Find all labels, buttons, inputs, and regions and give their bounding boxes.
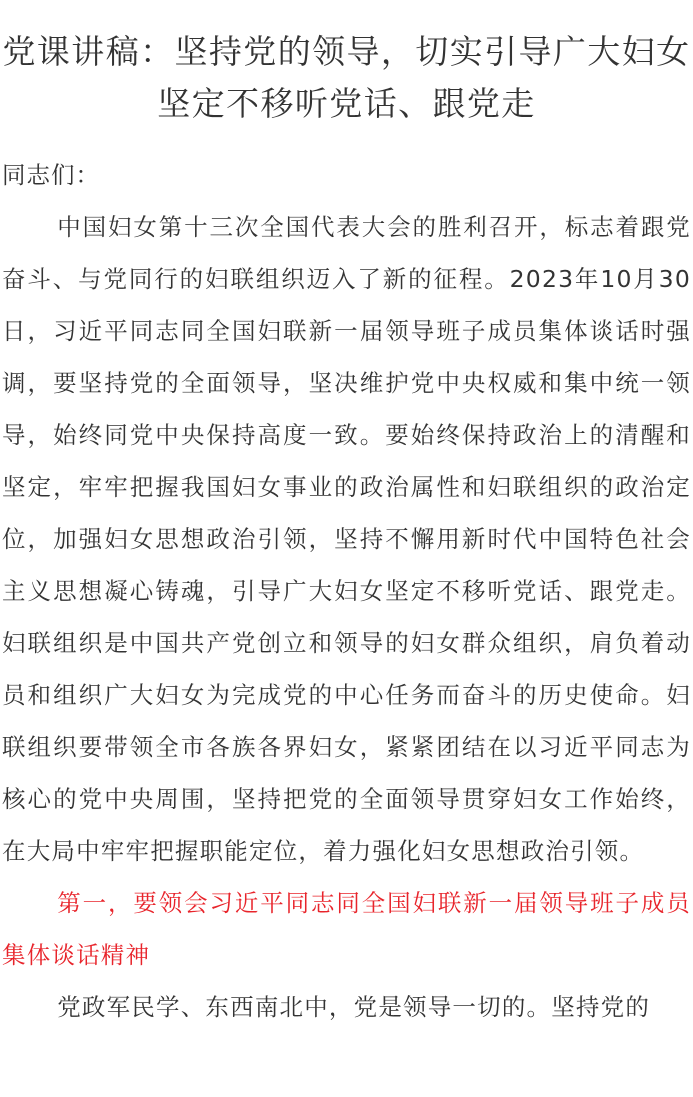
section-paragraph: 党政军民学、东西南北中，党是领导一切的。坚持党的 bbox=[57, 993, 651, 1021]
salutation: 同志们： bbox=[2, 161, 100, 189]
body-paragraph: 中国妇女第十三次全国代表大会的胜利召开，标志着跟党奋斗、与党同行的妇联组织迈入了新的征程。2023年10月30日，习近平同志同全国妇联新一届领导班子成员集体谈话时强调，要坚持党的全面领导，坚决维护党中央权威和集中统一领导，始终同党中央保持高度一致。要始终保持政治上的清醒和坚定，牢牢把握我国妇女事业的政治属性和妇联组织的政治定位，加强妇女思想政治引领，坚持不懈用新时代中国特色社会主义思想凝心铸魂，引导广大妇女坚定不移听党话、跟党走。妇联组织是中国共产党创立和领导的妇女群众组织，肩负着动员和组织广大妇女为完成党的中心任务而奋斗的历史使命。妇联组织要带领全市各族各界妇女，紧紧团结在以习近平同志为核心的党中央周围，坚持把党的全面领导贯穿妇女工作始终，在大局中牢牢把握职能定位，着力强化妇女思想政治引领。 bbox=[2, 213, 691, 865]
document-title: 党课讲稿：坚持党的领导，切实引导广大妇女坚定不移听党话、跟党走 bbox=[2, 32, 691, 123]
section-heading: 第一，要领会习近平同志同全国妇联新一届领导班子成员集体谈话精神 bbox=[2, 889, 691, 969]
